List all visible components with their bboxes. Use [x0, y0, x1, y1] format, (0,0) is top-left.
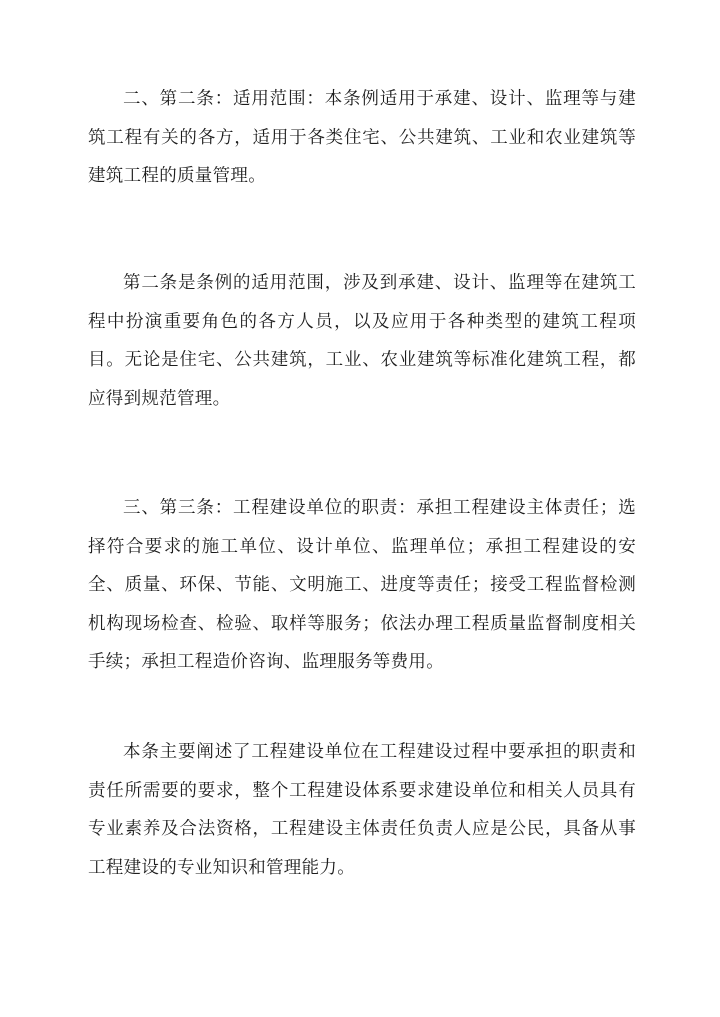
- paragraph-article-3-explanation: 本条主要阐述了工程建设单位在工程建设过程中要承担的职责和责任所需要的要求，整个工程建设体系要求建设单位和相关人员具有专业素养及合法资格，工程建设主体责任负责人应是公民，具备从事工程建设的专业知识和管理能力。: [88, 742, 636, 878]
- paragraph-article-2-explanation: 第二条是条例的适用范围，涉及到承建、设计、监理等在建筑工程中扮演重要角色的各方人员，以及应用于各种类型的建筑工程项目。无论是住宅、公共建筑，工业、农业建筑等标准化建筑工程，都应得到规范管理。: [88, 273, 636, 409]
- paragraph-article-3: 三、第三条：工程建设单位的职责：承担工程建设主体责任；选择符合要求的施工单位、设计单位、监理单位；承担工程建设的安全、质量、环保、节能、文明施工、进度等责任；接受工程监督检测机构现场检查、检验、取样等服务；依法办理工程质量监督制度相关手续；承担工程造价咨询、监理服务等费用。: [88, 498, 636, 672]
- paragraph-article-2: 二、第二条：适用范围：本条例适用于承建、设计、监理等与建筑工程有关的各方，适用于各类住宅、公共建筑、工业和农业建筑等建筑工程的质量管理。: [88, 89, 636, 186]
